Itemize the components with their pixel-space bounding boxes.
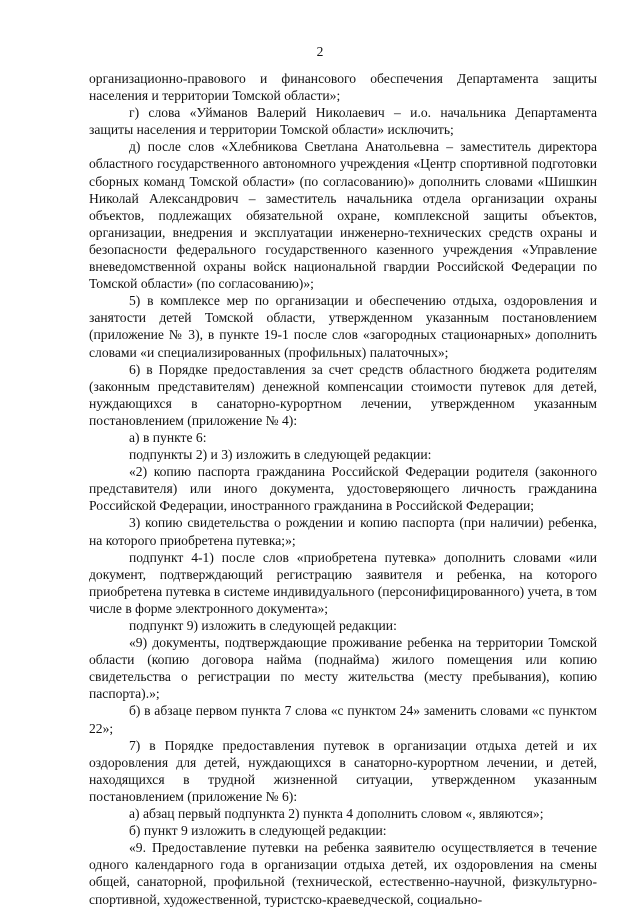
paragraph: г) слова «Уйманов Валерий Николаевич – и.о. начальника Департамента защиты населения и территории Томской области» исключить;: [89, 105, 597, 138]
paragraph: «9) документы, подтверждающие проживание ребенка на территории Томской области (копию договора найма (поднайма) жилого помещения или копию свидетельства о регистрации по месту жительства (месту пребывания), копию паспорта).»;: [89, 635, 597, 702]
paragraph: б) пункт 9 изложить в следующей редакции:: [129, 823, 387, 839]
page-number: 2: [316, 44, 324, 59]
paragraph: а) абзац первый подпункта 2) пункта 4 дополнить словом «, являются»;: [129, 806, 544, 822]
paragraph: б) в абзаце первом пункта 7 слова «с пунктом 24» заменить словами «с пунктом 22»;: [89, 703, 597, 736]
paragraph: д) после слов «Хлебникова Светлана Анатольевна – заместитель директора областного государственного автономного учреждения «Центр спортивной подготовки сборных команд Томской области» (по согласованию)» дополнить словами «Шишкин Николай Александрович – заместитель начальника отдела организации охраны объектов, подлежащих обязательной охране, комплексной защиты объектов, организации, внедрения и эксплуатации инженерно-технических средств охраны и безопасности федерального государственного казенного учреждения «Управление вневедомственной охраны войск национальной гвардии Российской Федерации по Томской области» (по согласованию)»;: [89, 139, 597, 292]
paragraph: подпункты 2) и 3) изложить в следующей редакции:: [129, 447, 432, 463]
paragraph: «2) копию паспорта гражданина Российской Федерации родителя (законного представителя) или иного документа, удостоверяющего личность гражданина Российской Федерации, иностранного гражданина в Российской Федерации;: [89, 464, 597, 514]
paragraph: подпункт 9) изложить в следующей редакции:: [129, 618, 397, 633]
paragraph: а) в пункте 6:: [129, 429, 207, 445]
paragraph: подпункт 4-1) после слов «приобретена путевка» дополнить словами «или документ, подтверждающий регистрацию заявителя и ребенка, на которого приобретена путевка в системе индивидуального (персонифицированного) учета, в том числе в форме электронного документа»;: [89, 549, 597, 616]
paragraph: 3) копию свидетельства о рождении и копию паспорта (при наличии) ребенка, на которого приобретена путевка;»;: [89, 515, 597, 548]
paragraph: 5) в комплексе мер по организации и обеспечению отдыха, оздоровления и занятости детей Томской области, утвержденном указанным постановлением (приложение № 3), в пункте 19-1 после слов «загородных стационарных» дополнить словами «и специализированных (профильных) палаточных»;: [89, 293, 597, 360]
paragraph: «9. Предоставление путевки на ребенка заявителю осуществляется в течение одного календарного года в организации отдыха детей, их оздоровления на смены общей, санаторной, профильной (технической, естественно-научной, физкультурно-спортивной, художественной, туристско-краеведческой, социально-: [89, 840, 597, 907]
paragraph: организационно-правового и финансового обеспечения Департамента защиты населения и территории Томской области»;: [89, 71, 597, 104]
document-body: [89, 70, 597, 908]
paragraph: 7) в Порядке предоставления путевок в организации отдыха детей и их оздоровления для детей, нуждающихся в санаторно-курортном лечении, и детей, находящихся в трудной жизненной ситуации, утвержденном указанным постановлением (приложение № 6):: [89, 737, 597, 804]
paragraph: 6) в Порядке предоставления за счет средств областного бюджета родителям (законным представителям) денежной компенсации стоимости путевок для детей, нуждающихся в санаторно-курортном лечении, утвержденном указанным постановлением (приложение № 4):: [89, 361, 597, 428]
